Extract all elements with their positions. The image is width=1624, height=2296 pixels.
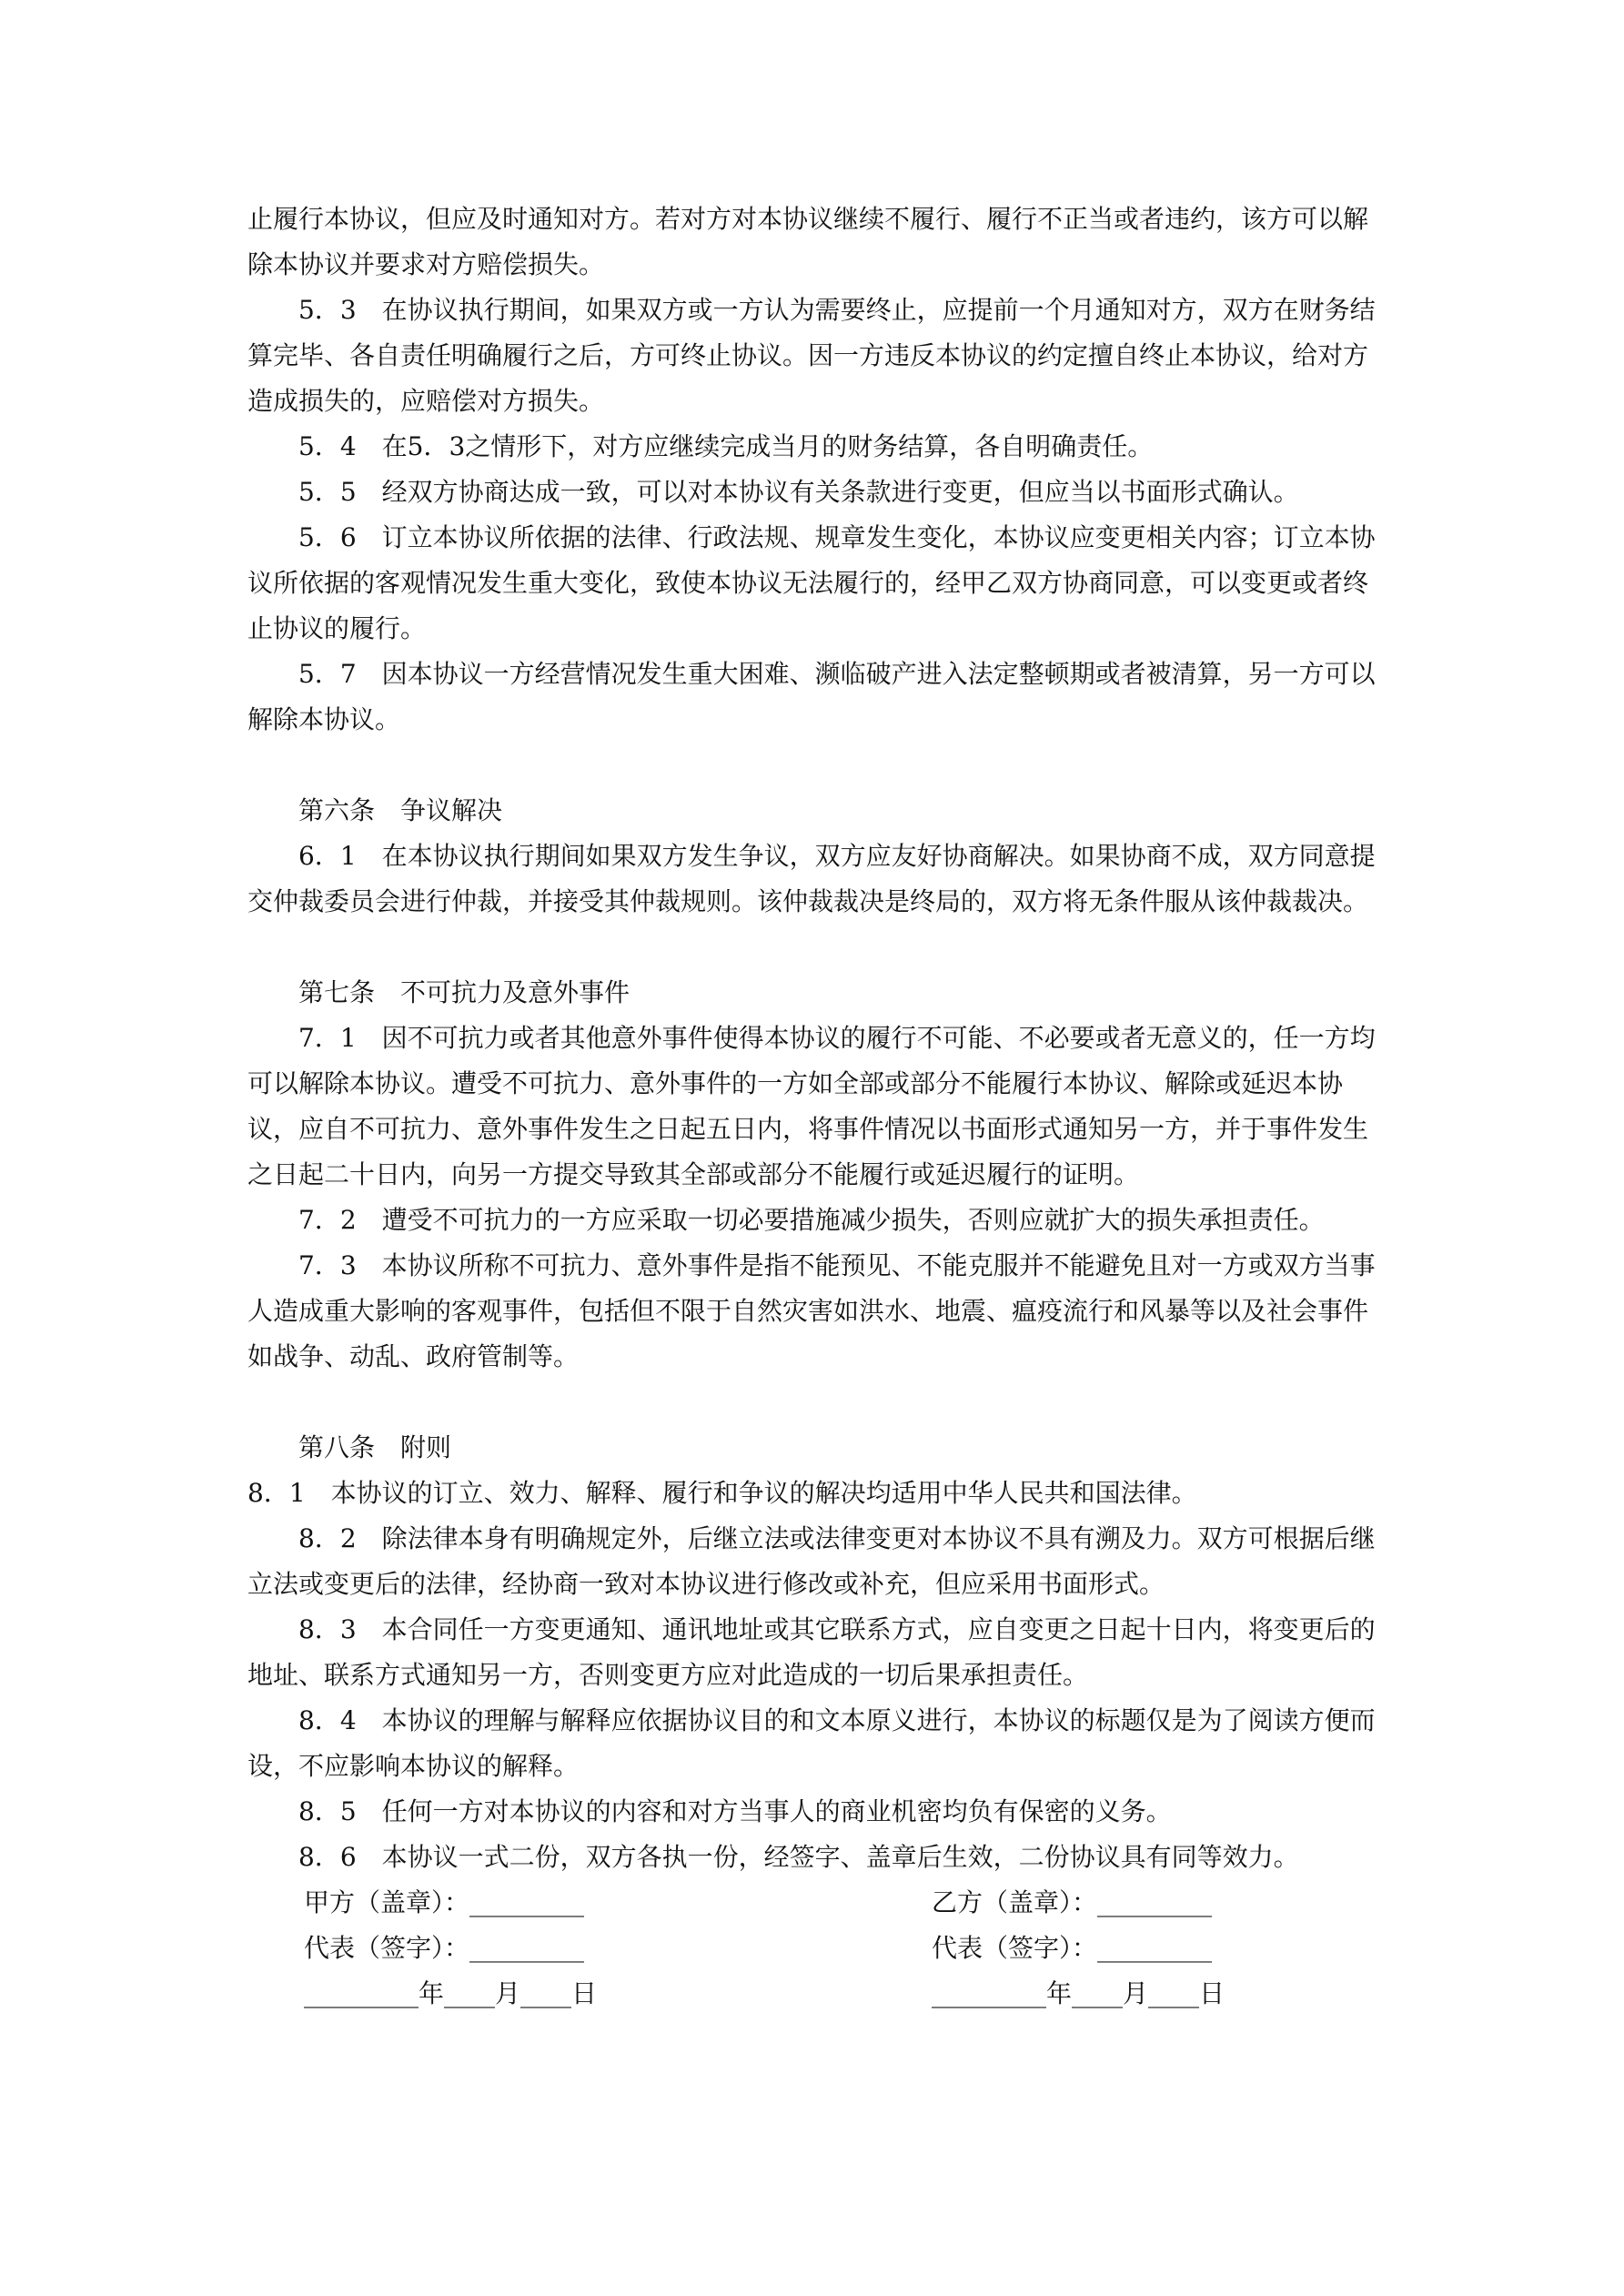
paragraph-7-3: 7．3 本协议所称不可抗力、意外事件是指不能预见、不能克服并不能避免且对一方或双方当事人造成重大影响的客观事件，包括但不限于自然灾害如洪水、地震、瘟疫流行和风暴等以及社会事件如战争、动乱、政府管制等。 [247, 1250, 1376, 1371]
party-b-rep-line: 代表（签字）：_________ [932, 1933, 1213, 1963]
party-a-date-line: _________年____月____日 [304, 1978, 598, 2008]
signature-seal-row [247, 1880, 1383, 1926]
party-b-date-line: _________年____月____日 [932, 1978, 1226, 2008]
paragraph-5-5: 5．5 经双方协商达成一致，可以对本协议有关条款进行变更，但应当以书面形式确认。 [298, 477, 1299, 507]
paragraph-6-1: 6．1 在本协议执行期间如果双方发生争议，双方应友好协商解决。如果协商不成，双方同意提交仲裁委员会进行仲裁，并接受其仲裁规则。该仲裁裁决是终局的，双方将无条件服从该仲裁裁决。 [247, 841, 1376, 916]
paragraph-8-4: 8．4 本协议的理解与解释应依据协议目的和文本原义进行，本协议的标题仅是为了阅读方便而设，不应影响本协议的解释。 [247, 1705, 1376, 1781]
section-7-heading: 第七条 不可抗力及意外事件 [298, 977, 630, 1007]
signature-rep-row [247, 1926, 1383, 1971]
party-a-rep-line: 代表（签字）：_________ [304, 1933, 585, 1963]
paragraph-5-7: 5．7 因本协议一方经营情况发生重大困难、濒临破产进入法定整顿期或者被清算，另一方可以解除本协议。 [247, 659, 1376, 734]
paragraph-continuation: 止履行本协议，但应及时通知对方。若对方对本协议继续不履行、履行不正当或者违约，该方可以解除本协议并要求对方赔偿损失。 [247, 204, 1369, 279]
paragraph-8-1: 8．1 本协议的订立、效力、解释、履行和争议的解决均适用中华人民共和国法律。 [247, 1478, 1197, 1508]
paragraph-5-4: 5．4 在5．3之情形下，对方应继续完成当月的财务结算，各自明确责任。 [298, 431, 1154, 461]
section-8-heading: 第八条 附则 [298, 1432, 452, 1462]
paragraph-8-5: 8．5 任何一方对本协议的内容和对方当事人的商业机密均负有保密的义务。 [298, 1796, 1172, 1826]
paragraph-7-2: 7．2 遭受不可抗力的一方应采取一切必要措施减少损失，否则应就扩大的损失承担责任。 [298, 1205, 1325, 1235]
paragraph-8-6: 8．6 本协议一式二份，双方各执一份，经签字、盖章后生效，二份协议具有同等效力。 [298, 1842, 1299, 1872]
document-body [247, 197, 1383, 2017]
section-gap [247, 743, 1383, 788]
section-gap [247, 925, 1383, 970]
paragraph-7-1: 7．1 因不可抗力或者其他意外事件使得本协议的履行不可能、不必要或者无意义的，任一方均可以解除本协议。遭受不可抗力、意外事件的一方如全部或部分不能履行本协议、解除或延迟本协议，应自不可抗力、意外事件发生之日起五日内，将事件情况以书面形式通知另一方，并于事件发生之日起二十日内，向另一方提交导致其全部或部分不能履行或延迟履行的证明。 [247, 1023, 1376, 1189]
section-6-heading: 第六条 争议解决 [298, 795, 503, 825]
paragraph-8-3: 8．3 本合同任一方变更通知、通讯地址或其它联系方式，应自变更之日起十日内，将变更后的地址、联系方式通知另一方，否则变更方应对此造成的一切后果承担责任。 [247, 1614, 1376, 1690]
section-gap [247, 1380, 1383, 1425]
signature-date-row [247, 1971, 1383, 2017]
party-b-seal-line: 乙方（盖章）：_________ [932, 1887, 1213, 1917]
party-a-seal-line: 甲方（盖章）：_________ [304, 1887, 585, 1917]
paragraph-8-2: 8．2 除法律本身有明确规定外，后继立法或法律变更对本协议不具有溯及力。双方可根据后继立法或变更后的法律，经协商一致对本协议进行修改或补充，但应采用书面形式。 [247, 1523, 1376, 1599]
paragraph-5-6: 5．6 订立本协议所依据的法律、行政法规、规章发生变化，本协议应变更相关内容；订立本协议所依据的客观情况发生重大变化，致使本协议无法履行的，经甲乙双方协商同意，可以变更或者终止协议的履行。 [247, 522, 1376, 643]
paragraph-5-3: 5．3 在协议执行期间，如果双方或一方认为需要终止，应提前一个月通知对方，双方在财务结算完毕、各自责任明确履行之后，方可终止协议。因一方违反本协议的约定擅自终止本协议，给对方造成损失的，应赔偿对方损失。 [247, 295, 1376, 416]
